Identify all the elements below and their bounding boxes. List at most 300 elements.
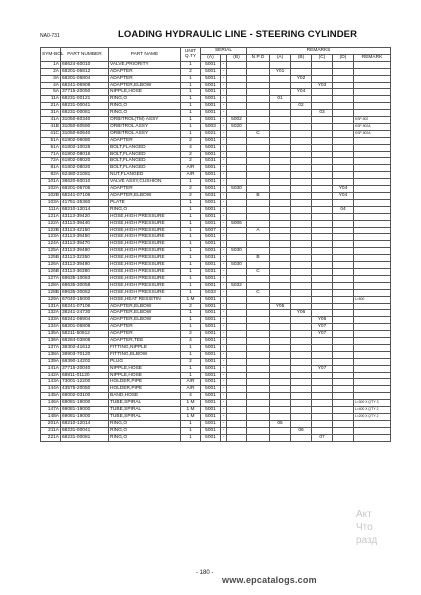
row-part-name: BOLT,FLANGED [109,144,181,151]
row-serial-a: 5031 [201,255,221,262]
row-remark-c [312,103,333,110]
row-serial-dash: - [221,317,227,324]
row-remark-c [312,420,333,427]
row-remark [354,165,391,172]
col-remarks: REMARKS [247,48,391,55]
row-part-number: 68201-06804 [61,75,109,82]
row-remark-a [270,130,291,137]
row-remark-c [312,158,333,165]
row-serial-b [227,179,247,186]
table-row [41,407,391,414]
row-remark [354,82,391,89]
row-symbol: 111A [41,206,61,213]
row-part-number: 68624-60010 [61,61,109,68]
row-remark-c [312,144,333,151]
row-qty: 2 [181,358,201,365]
row-symbol: 72A [41,158,61,165]
row-qty: 1 [181,262,201,269]
row-serial-b [227,268,247,275]
row-symbol: 71A [41,151,61,158]
row-remark [354,310,391,317]
row-remark-d: Y04 [333,186,354,193]
ghost-text-2: Что [356,522,373,533]
ghost-text-1: Акт [356,509,372,520]
row-serial-dash: - [221,234,227,241]
row-remark-d [333,241,354,248]
row-remark-c: Y06 [312,317,333,324]
row-remark-d [333,427,354,434]
row-part-number: 68231-00081 [61,434,109,441]
row-serial-a: 5007 [201,227,221,234]
row-part-name: TUBE,SPIRAL [109,407,181,414]
row-part-name: ADAPTER,ELBOW [109,317,181,324]
row-serial-b [227,151,247,158]
row-remark-c [312,165,333,172]
row-part-name: HOSE,HIGH PRESSURE [109,248,181,255]
row-remark-a [270,379,291,386]
row-serial-dash: - [221,123,227,130]
row-symbol: 221A [41,434,61,441]
row-part-name: VALVE ASSY,CUSHION [109,179,181,186]
table-row [41,358,391,365]
row-remark-a [270,82,291,89]
row-npd: C [247,289,270,296]
row-remark-c [312,96,333,103]
row-remark-b [291,407,312,414]
table-row [41,303,391,310]
table-row [41,386,391,393]
row-serial-a: 5001 [201,89,221,96]
row-npd [247,220,270,227]
row-npd [247,303,270,310]
row-serial-dash: - [221,137,227,144]
table-row [41,420,391,427]
row-remark-b: 02 [291,103,312,110]
row-part-number: 68231-00041 [61,427,109,434]
row-serial-a: 5001 [201,365,221,372]
row-serial-b [227,199,247,206]
row-serial-dash: - [221,400,227,407]
row-serial-b [227,372,247,379]
col-remark-a: (A) [270,54,291,61]
row-qty: 1 [181,344,201,351]
table-row [41,275,391,282]
row-remark-d [333,303,354,310]
row-part-name: RING,O [109,206,181,213]
row-part-number: 61802-06080 [61,137,109,144]
row-remark-c [312,179,333,186]
row-remark-a [270,386,291,393]
row-part-number: 69635-10063 [61,275,109,282]
row-remark-b [291,386,312,393]
row-serial-dash: - [221,82,227,89]
row-serial-dash: - [221,420,227,427]
row-remark-b: Y04 [291,89,312,96]
row-npd [247,351,270,358]
row-part-name: HOSE,HIGH PRESSURE [109,289,181,296]
row-part-name: HOSE,HIGH PRESSURE [109,282,181,289]
row-part-name: ORBITROL ASSY [109,123,181,130]
row-npd [247,110,270,117]
row-remark-d [333,172,354,179]
row-serial-b [227,434,247,441]
col-npd: N P D [247,54,270,61]
row-remark-a [270,262,291,269]
row-serial-dash: - [221,61,227,68]
row-qty: 1 [181,206,201,213]
table-row [41,186,391,193]
row-serial-dash: - [221,365,227,372]
row-remark-d [333,123,354,130]
row-remark-b [291,241,312,248]
row-remark [354,365,391,372]
row-remark [354,199,391,206]
row-part-number: 37715-20040 [61,365,109,372]
row-qty: 1 [181,427,201,434]
row-remark-d [333,117,354,124]
row-remark-a [270,151,291,158]
row-serial-b [227,206,247,213]
row-qty: 1 [181,82,201,89]
row-remark [354,427,391,434]
row-serial-b [227,137,247,144]
row-symbol: 134A [41,324,61,331]
row-remark-a [270,61,291,68]
row-serial-dash: - [221,268,227,275]
row-serial-b [227,89,247,96]
row-remark-b [291,96,312,103]
row-remark-b [291,234,312,241]
row-npd [247,338,270,345]
row-symbol: 4A [41,82,61,89]
row-qty: 1 [181,282,201,289]
row-qty: 1 [181,248,201,255]
row-serial-dash: - [221,75,227,82]
row-serial-b [227,172,247,179]
row-symbol: 146A [41,400,61,407]
row-remark [354,151,391,158]
table-row [41,213,391,220]
row-remark-a [270,255,291,262]
row-symbol: 11A [41,96,61,103]
row-remark-c [312,262,333,269]
row-remark-d [333,227,354,234]
row-serial-dash: - [221,379,227,386]
row-serial-a: 5001 [201,179,221,186]
row-symbol: 1A [41,61,61,68]
row-part-number: 38241-24730 [61,310,109,317]
row-part-name: PLATE [109,199,181,206]
row-remark-c [312,234,333,241]
row-qty: 2 [181,68,201,75]
row-remark-b [291,379,312,386]
row-remark: KSP-902A [354,123,391,130]
row-remark-c [312,248,333,255]
row-remark-c [312,137,333,144]
row-serial-b [227,379,247,386]
row-remark [354,68,391,75]
row-npd [247,310,270,317]
row-npd: B [247,255,270,262]
row-remark-a [270,137,291,144]
row-qty: 1 [181,89,201,96]
row-symbol: 21A [41,103,61,110]
row-serial-dash: - [221,289,227,296]
row-remark-c [312,275,333,282]
row-part-name: HOLDER,PIPE [109,386,181,393]
row-part-number: 68284-03808 [61,338,109,345]
row-serial-b [227,241,247,248]
row-remark [354,158,391,165]
row-part-name: HOSE,HIGH PRESSURE [109,262,181,269]
row-remark-d [333,213,354,220]
row-part-name: NUT,FLANGED [109,172,181,179]
row-remark-c [312,393,333,400]
row-part-name: HOSE,HIGH PRESSURE [109,275,181,282]
row-serial-a: 5001 [201,206,221,213]
row-npd [247,61,270,68]
row-symbol: 123A [41,234,61,241]
row-npd [247,165,270,172]
row-symbol: 82A [41,172,61,179]
row-npd [247,117,270,124]
table-row [41,379,391,386]
row-part-name: FITTING,NIPPLE [109,344,181,351]
table-row [41,89,391,96]
row-remark-b [291,303,312,310]
col-remark-c: (C) [312,54,333,61]
row-part-number: 38620-60010 [61,179,109,186]
row-serial-dash: - [221,303,227,310]
row-part-name: ADAPTER,ELBOW [109,310,181,317]
row-remark [354,344,391,351]
table-row [41,130,391,137]
row-remark-a [270,241,291,248]
row-part-name: FITTING,ELBOW [109,351,181,358]
row-serial-a: 5001 [201,199,221,206]
row-serial-a: 5033 [201,289,221,296]
row-qty: 1 [181,220,201,227]
row-symbol: 3A [41,75,61,82]
row-remark-a [270,282,291,289]
row-remark-b [291,137,312,144]
row-remark-a [270,400,291,407]
row-remark-b [291,289,312,296]
table-row [41,296,391,303]
row-qty: 1 [181,289,201,296]
row-serial-a: 5001 [201,310,221,317]
row-serial-dash: - [221,324,227,331]
row-symbol: 142A [41,372,61,379]
row-symbol: 102A [41,186,61,193]
row-serial-b [227,338,247,345]
row-serial-dash: - [221,241,227,248]
row-serial-b [227,110,247,117]
row-part-name: HOSE,HIGH PRESSURE [109,268,181,275]
row-remark-a [270,89,291,96]
row-qty: 1 [181,351,201,358]
row-npd [247,123,270,130]
row-qty: 1 [181,324,201,331]
row-npd [247,186,270,193]
row-part-number: 68231-00081 [61,110,109,117]
row-part-name: VALVE,PRIORITY [109,61,181,68]
row-remark-d [333,386,354,393]
row-remark [354,206,391,213]
row-remark: L=400 X Q'TY 2 [354,407,391,414]
row-serial-a: 5001 [201,137,221,144]
row-remark [354,186,391,193]
row-part-number: 61802-08016 [61,151,109,158]
row-serial-a: 5001 [201,172,221,179]
row-symbol: 51A [41,137,61,144]
row-remark-b [291,420,312,427]
row-remark-b [291,317,312,324]
row-part-name: HOSE,HIGH PRESSURE [109,213,181,220]
row-npd [247,158,270,165]
row-remark-d [333,89,354,96]
row-serial-a: 5001 [201,303,221,310]
row-qty: 1 M [181,414,201,421]
row-part-name: ADAPTER [109,331,181,338]
row-remark-c [312,310,333,317]
row-remark-a: 01 [270,96,291,103]
row-remark-c [312,123,333,130]
row-serial-dash: - [221,130,227,137]
row-remark: KSP-902 [354,117,391,124]
row-remark-b [291,151,312,158]
row-symbol: 132A [41,310,61,317]
row-part-name: HOLDER,PIPE [109,379,181,386]
row-remark-b [291,275,312,282]
row-symbol: 124A [41,241,61,248]
row-remark-b [291,123,312,130]
row-part-number: 68241-06908 [61,82,109,89]
row-symbol: 143A [41,379,61,386]
table-row [41,117,391,124]
row-remark-b [291,248,312,255]
row-remark-b [291,351,312,358]
row-part-name: ORBITROL ASSY [109,130,181,137]
table-row [41,193,391,200]
row-remark-c [312,400,333,407]
row-serial-b [227,365,247,372]
row-remark-a [270,206,291,213]
row-serial-a: 5001 [201,296,221,303]
row-remark-d [333,137,354,144]
row-serial-dash: - [221,386,227,393]
row-part-name: RING,O [109,434,181,441]
row-part-number: 68201-06706 [61,186,109,193]
row-part-number: 73001-12200 [61,379,109,386]
table-row [41,338,391,345]
row-part-name: HOSE,HIGH PRESSURE [109,220,181,227]
row-part-name: PLUG [109,358,181,365]
row-remark-a [270,158,291,165]
row-serial-b [227,420,247,427]
row-serial-a: 5001 [201,414,221,421]
row-part-number: 43113-36380 [61,268,109,275]
page-number: - 180 - [196,570,214,576]
row-symbol: 139A [41,358,61,365]
row-remark-a [270,227,291,234]
row-part-number: 41751-35360 [61,199,109,206]
row-symbol: 135A [41,331,61,338]
row-remark-d [333,379,354,386]
row-remark-a [270,365,291,372]
row-serial-a: 5001 [201,234,221,241]
row-part-name: HOSE,HEAT RESISTIN [109,296,181,303]
table-row [41,199,391,206]
row-qty: 1 [181,241,201,248]
row-serial-a: 5001 [201,82,221,89]
row-remark-d [333,414,354,421]
row-part-number: 61802-08020 [61,158,109,165]
row-serial-b [227,303,247,310]
row-qty: 1 [181,227,201,234]
row-remark-a [270,123,291,130]
row-remark-d [333,393,354,400]
row-remark-b [291,344,312,351]
row-remark-c [312,379,333,386]
row-remark: L=500 [354,296,391,303]
row-remark-a [270,103,291,110]
row-symbol: 141A [41,365,61,372]
row-serial-a: 5001 [201,317,221,324]
row-serial-b [227,165,247,172]
row-qty: A/R [181,165,201,172]
row-qty: 2 [181,137,201,144]
row-serial-b [227,386,247,393]
row-serial-a: 5001 [201,151,221,158]
row-remark-a [270,351,291,358]
row-remark-c [312,303,333,310]
row-npd [247,82,270,89]
row-part-number: 43113-39470 [61,241,109,248]
row-remark-c [312,61,333,68]
row-remark-d: 04 [333,206,354,213]
row-serial-dash: - [221,199,227,206]
row-remark-b [291,82,312,89]
row-remark-b [291,331,312,338]
row-part-number: 62480-21081 [61,172,109,179]
row-symbol: 211A [41,427,61,434]
table-row [41,248,391,255]
row-remark-b [291,206,312,213]
row-serial-a: 5001 [201,331,221,338]
row-part-name: BOLT,FLANGED [109,158,181,165]
row-part-name: ADAPTER [109,75,181,82]
row-symbol: 126B [41,268,61,275]
row-qty: 1 M [181,400,201,407]
row-serial-a: 5001 [201,338,221,345]
row-serial-a: 5001 [201,96,221,103]
row-remark-c [312,386,333,393]
row-serial-a: 5003 [201,123,221,130]
row-remark-d [333,61,354,68]
row-remark [354,268,391,275]
row-serial-dash: - [221,193,227,200]
row-serial-dash: - [221,158,227,165]
row-serial-a: 5001 [201,165,221,172]
row-remark [354,103,391,110]
col-serial: SERIAL [201,48,247,55]
row-remark-c [312,130,333,137]
row-serial-b [227,407,247,414]
table-row [41,75,391,82]
row-part-name: TUBE,SPIRAL [109,414,181,421]
col-remark: REMARK [354,54,391,61]
